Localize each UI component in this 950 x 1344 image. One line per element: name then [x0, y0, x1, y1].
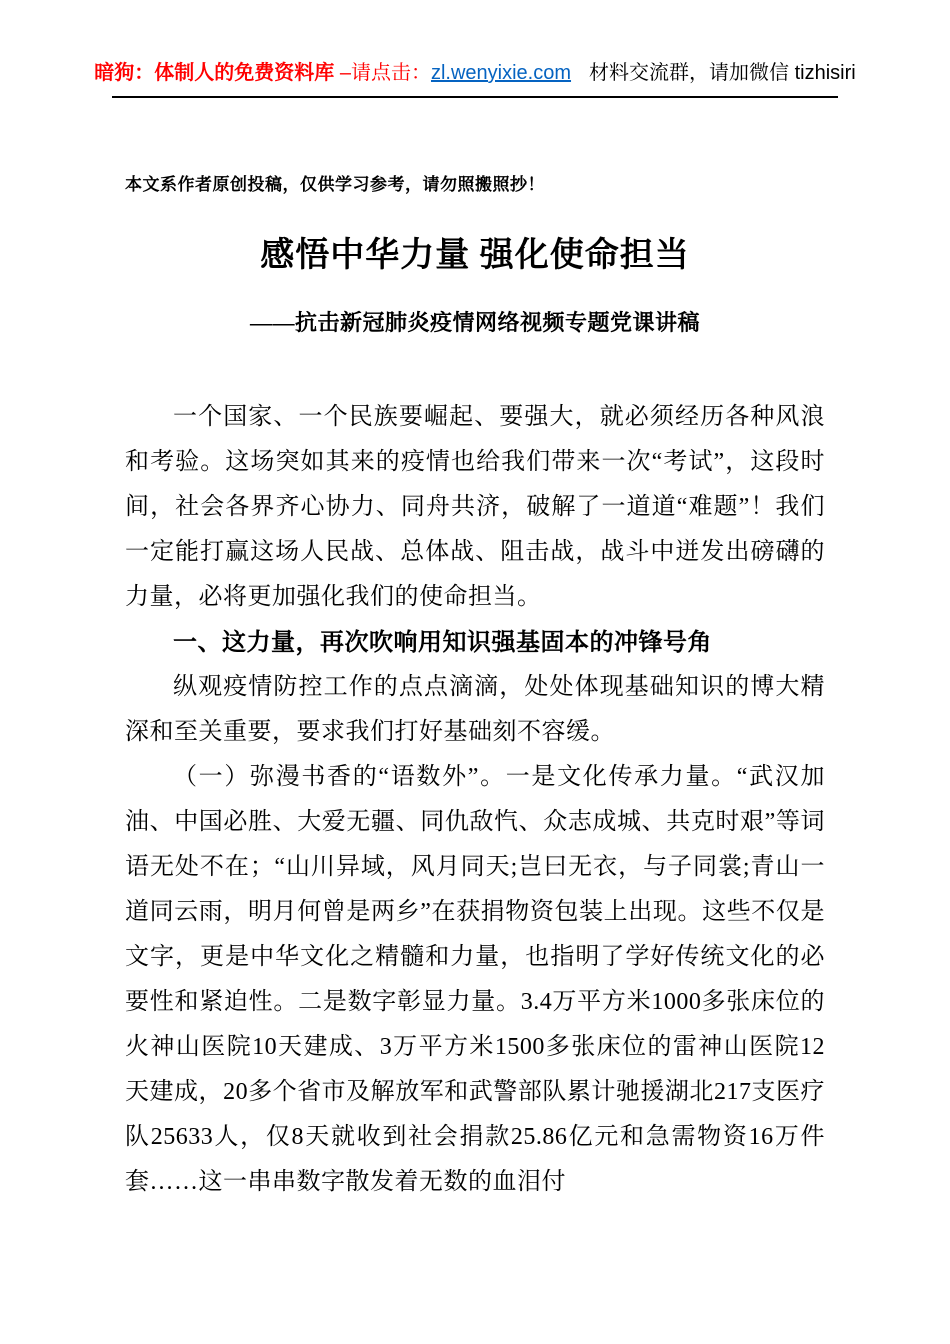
promo-click-hint: –请点击： — [334, 62, 431, 84]
header-divider — [112, 96, 838, 98]
promo-link[interactable]: zl.wenyixie.com — [430, 62, 572, 84]
promo-group-info: 材料交流群，请加微信 tizhisiri — [589, 62, 856, 84]
paragraph-intro: 一个国家、一个民族要崛起、要强大，就必须经历各种风浪和考验。这场突如其来的疫情也给我们带来一次“考试”，这段时间，社会各界齐心协力、同舟共济，破解了一道道“难题”！我们一定能打赢这场人民战、总体战、阻击战，战斗中迸发出磅礴的力量，必将更加强化我们的使命担当。 — [125, 404, 825, 610]
doc-title: 感悟中华力量 强化使命担当 — [260, 237, 690, 274]
paragraph-detail: （一）弥漫书香的“语数外”。一是文化传承力量。“武汉加油、中国必胜、大爱无疆、同仇敌忾、众志成城、共克时艰”等词语无处不在；“山川异域，风月同天;岂曰无衣，与子同裳;青山一道同云雨，明月何曾是两乡”在获捐物资包装上出现。这些不仅是文字，更是中华文化之精髓和力量，也指明了学好传统文化的必要性和紧迫性。二是数字彰显力量。3.4万平方米1000多张床位的火神山医院10天建成、3万平方米1500多张床位的雷神山医院12天建成，20多个省市及解放军和武警部队累计驰援湖北217支医疗队25633人，仅8天就收到社会捐款25.86亿元和急需物资16万件套……这一串串数字散发着无数的血泪付 — [125, 764, 825, 1195]
document-content — [125, 170, 825, 1205]
promo-site-name: 暗狗：体制人的免费资料库 — [94, 62, 335, 84]
doc-subtitle: ——抗击新冠肺炎疫情网络视频专题党课讲稿 — [249, 310, 700, 335]
paragraph-overview: 纵观疫情防控工作的点点滴滴，处处体现基础知识的博大精深和至关重要，要求我们打好基础刻不容缓。 — [125, 674, 825, 745]
promo-header — [0, 0, 950, 86]
section-heading-1: 一、这力量，再次吹响用知识强基固本的冲锋号角 — [173, 629, 712, 656]
original-notice: 本文系作者原创投稿，仅供学习参考，请勿照搬照抄！ — [125, 175, 545, 194]
